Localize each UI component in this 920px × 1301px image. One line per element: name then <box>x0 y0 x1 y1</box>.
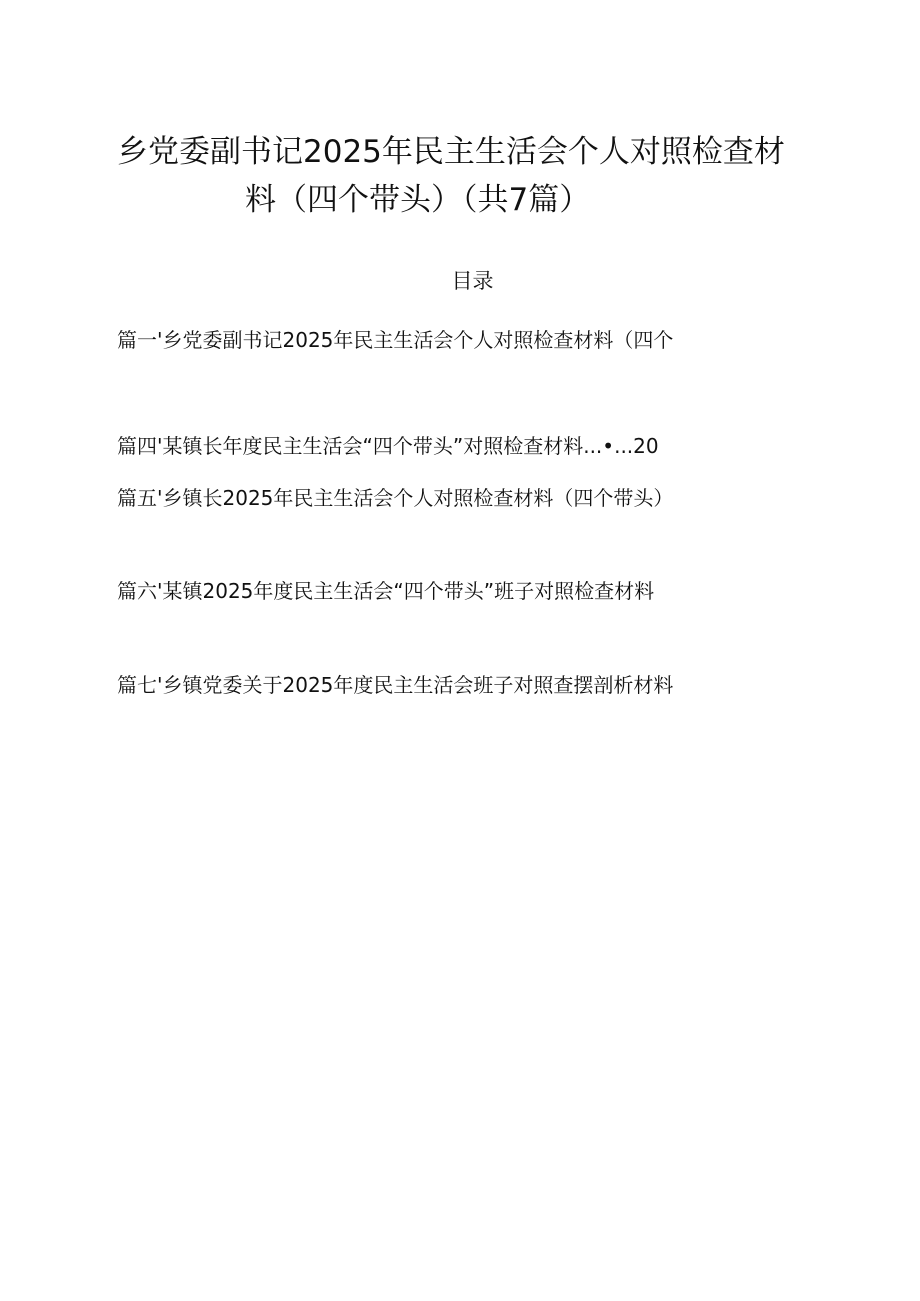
toc-heading: 目录 <box>451 269 494 293</box>
toc-entry-1[interactable]: 篇一'乡党委副书记2025年民主生活会个人对照检查材料（四个 <box>117 328 674 352</box>
document-title-line-1: 乡党委副书记2025年民主生活会个人对照检查材 <box>117 134 785 170</box>
toc-entry-4[interactable]: 篇四'某镇长年度民主生活会“四个带头”对照检查材料...•...20 <box>117 434 659 458</box>
document-title-line-2: 料（四个带头）（共7篇） <box>245 182 591 218</box>
toc-entry-6[interactable]: 篇六'某镇2025年度民主生活会“四个带头”班子对照检查材料 <box>117 579 655 603</box>
toc-entry-5[interactable]: 篇五'乡镇长2025年民主生活会个人对照检查材料（四个带头） <box>117 486 674 510</box>
toc-entry-7[interactable]: 篇七'乡镇党委关于2025年度民主生活会班子对照查摆剖析材料 <box>117 673 674 697</box>
